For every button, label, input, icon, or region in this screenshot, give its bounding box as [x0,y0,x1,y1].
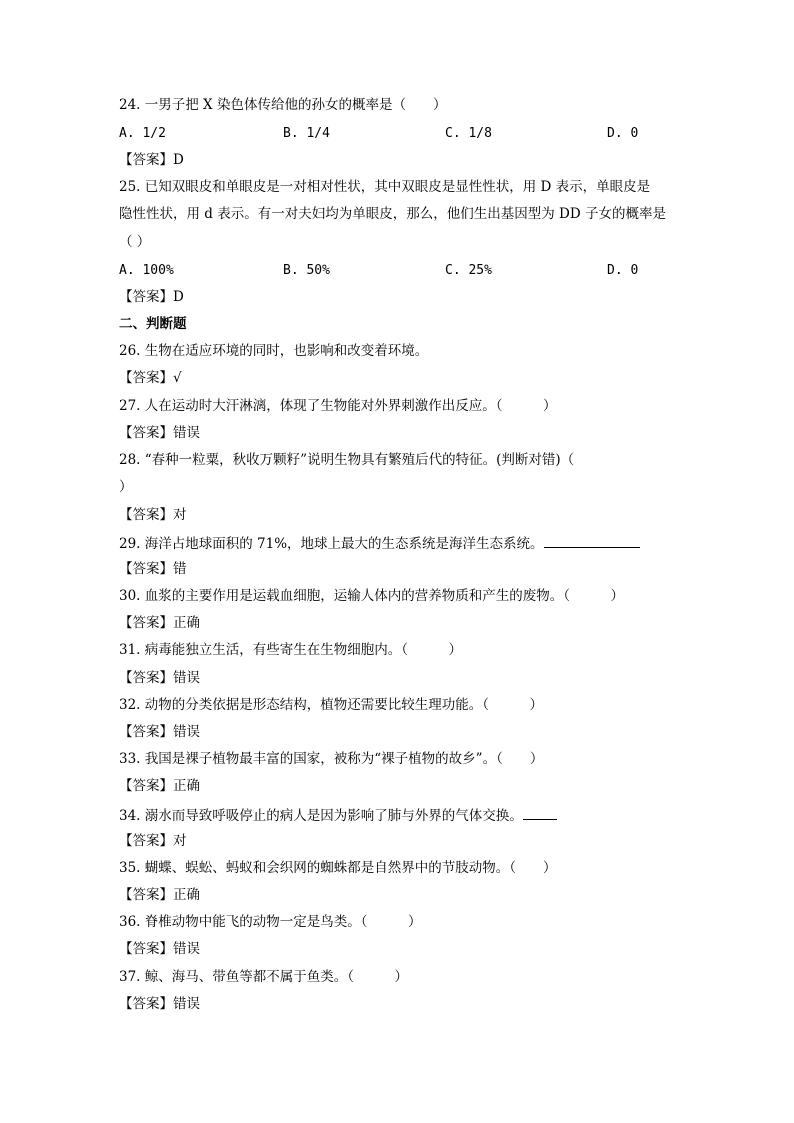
q25-option-a: A. 100% [119,263,174,278]
question-28-text: 28. “春种一粒粟，秋收万颗籽”说明生物具有繁殖后代的特征。(判断对错)（ [119,452,575,468]
question-31-text: 31. 病毒能独立生活，有些寄生在生物细胞内。（ ） [119,642,463,658]
q35-answer: 【答案】正确 [119,887,200,903]
q24-option-a: A. 1/2 [119,126,166,141]
q32-answer: 【答案】错误 [119,724,200,740]
q28-answer: 【答案】对 [119,507,187,523]
question-25-line1: 25. 已知双眼皮和单眼皮是一对相对性状，其中双眼皮是显性性状，用 D 表示，单眼皮是 [119,179,651,195]
q26-answer: 【答案】√ [119,370,182,386]
question-33-text: 33. 我国是裸子植物最丰富的国家，被称为“裸子植物的故乡”。（ ） [119,751,544,767]
question-36-text: 36. 脊椎动物中能飞的动物一定是鸟类。（ ） [119,914,422,930]
question-30-text: 30. 血浆的主要作用是运载血细胞，运输人体内的营养物质和产生的废物。（ ） [119,588,625,604]
q29-answer-blank [544,533,640,548]
q33-answer: 【答案】正确 [119,778,200,794]
question-25-line3: （ ） [119,234,151,250]
q25-option-c: C. 25% [445,263,492,278]
q24-option-c: C. 1/8 [445,126,492,141]
q24-answer: 【答案】D [119,152,184,168]
q25-answer: 【答案】D [119,289,184,305]
question-37-text: 37. 鲸、海马、带鱼等都不属于鱼类。（ ） [119,969,409,985]
q37-answer: 【答案】错误 [119,996,200,1012]
question-29-text [119,533,640,553]
question-27-text: 27. 人在运动时大汗淋漓，体现了生物能对外界刺激作出反应。（ ） [119,398,557,414]
question-34-text [119,805,557,825]
question-28-text-cont: ） [119,479,133,495]
question-32-text: 32. 动物的分类依据是形态结构，植物还需要比较生理功能。（ ） [119,697,544,713]
q27-answer: 【答案】错误 [119,425,200,441]
question-29-label: 29. 海洋占地球面积的 71%，地球上最大的生态系统是海洋生态系统。 [119,536,544,552]
q30-answer: 【答案】正确 [119,615,200,631]
q24-option-b: B. 1/4 [283,126,330,141]
q36-answer: 【答案】错误 [119,941,200,957]
question-25-line2: 隐性性状，用 d 表示。有一对夫妇均为单眼皮，那么，他们生出基因型为 DD 子女的概率是 [119,206,666,222]
q29-answer: 【答案】错 [119,561,187,577]
question-34-label: 34. 溺水而导致呼吸停止的病人是因为影响了肺与外界的气体交换。 [119,808,523,824]
question-26-text: 26. 生物在适应环境的同时，也影响和改变着环境。 [119,343,429,359]
q25-option-d: D. 0 [607,263,639,278]
q25-option-b: B. 50% [283,263,330,278]
question-24-text: 24. 一男子把 X 染色体传给他的孙女的概率是（ ） [119,97,447,113]
q31-answer: 【答案】错误 [119,670,200,686]
q24-option-d: D. 0 [607,126,639,141]
q34-answer-blank [523,805,557,820]
section-title: 二、判断题 [119,316,187,332]
question-35-text: 35. 蝴蝶、蜈蚣、蚂蚁和会织网的蜘蛛都是自然界中的节肢动物。（ ） [119,860,557,876]
q34-answer: 【答案】对 [119,833,187,849]
